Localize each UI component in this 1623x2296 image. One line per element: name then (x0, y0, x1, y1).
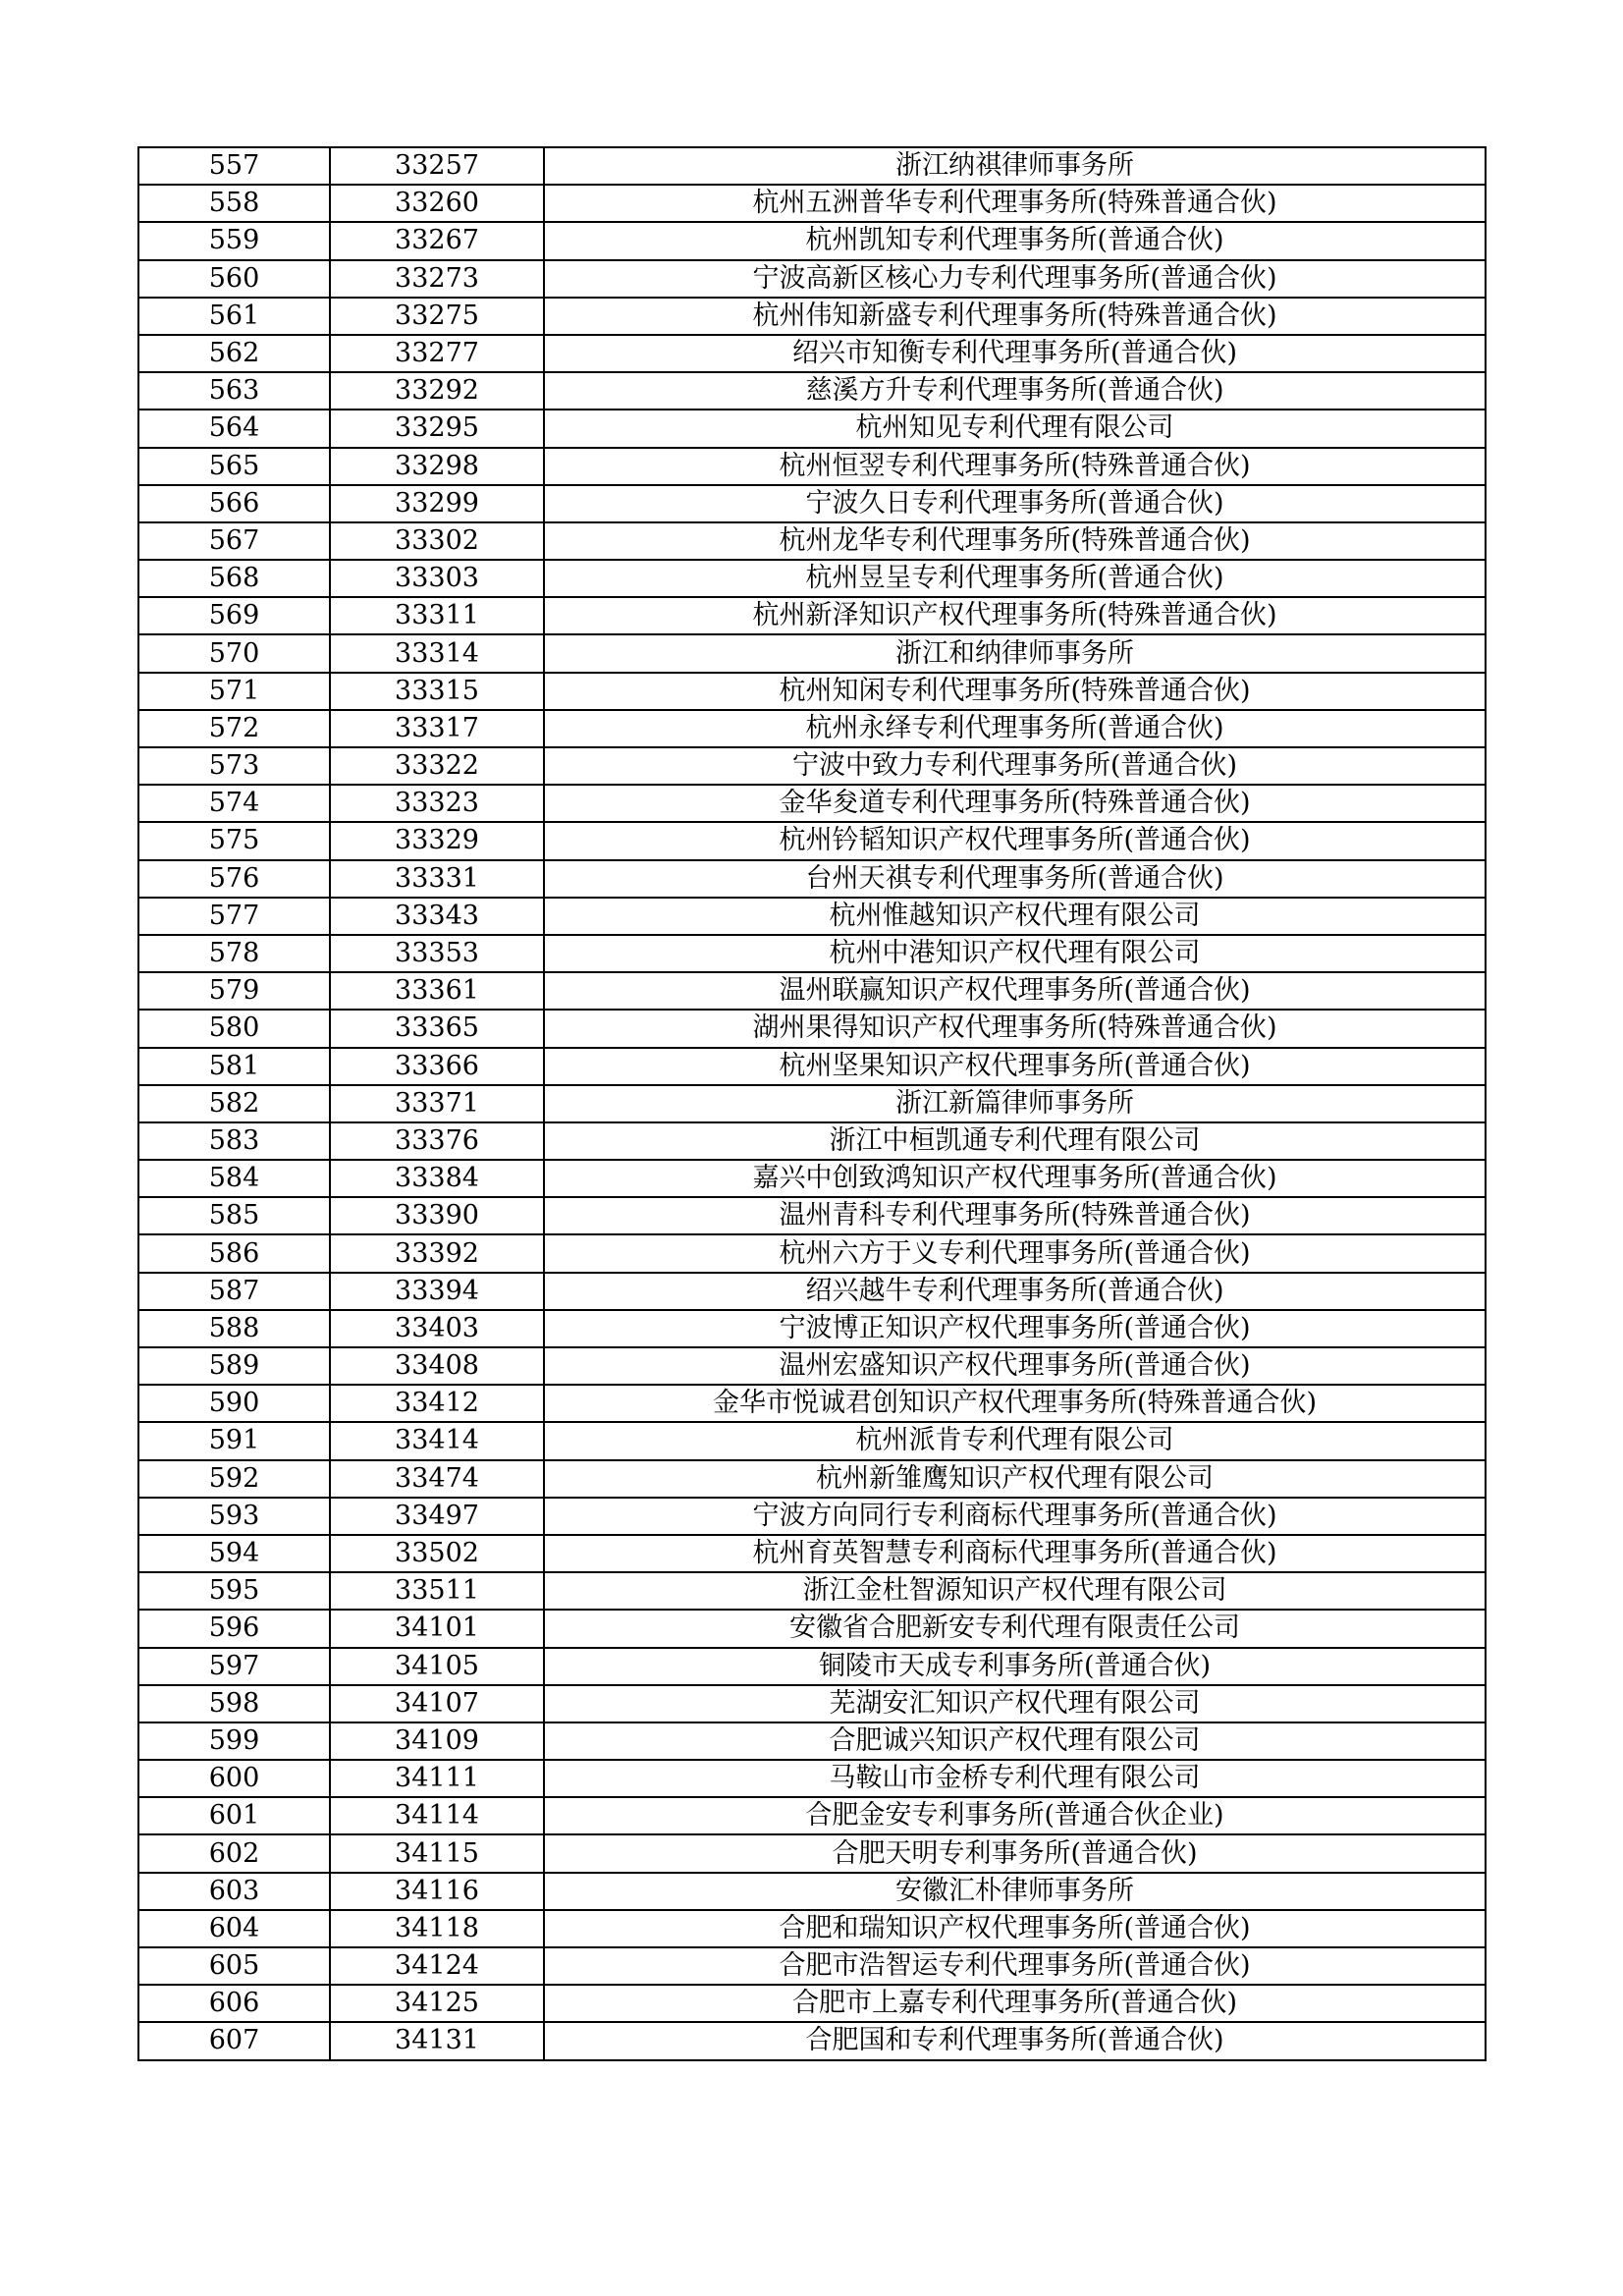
agency-name-cell: 合肥市上嘉专利代理事务所(普通合伙) (544, 1985, 1486, 2022)
seq-cell: 584 (138, 1160, 330, 1197)
code-cell: 33260 (330, 185, 544, 222)
seq-cell: 575 (138, 822, 330, 859)
code-cell: 33311 (330, 597, 544, 634)
seq-cell: 566 (138, 485, 330, 522)
seq-cell: 557 (138, 147, 330, 185)
code-cell: 33298 (330, 448, 544, 485)
agency-table (137, 146, 1487, 2061)
table-row (138, 1234, 1486, 1272)
code-cell: 34124 (330, 1947, 544, 1985)
seq-cell: 598 (138, 1685, 330, 1722)
code-cell: 34118 (330, 1910, 544, 1947)
seq-cell: 590 (138, 1385, 330, 1422)
table-row (138, 335, 1486, 372)
table-row (138, 1834, 1486, 1872)
agency-name-cell: 浙江新篇律师事务所 (544, 1085, 1486, 1122)
code-cell: 34125 (330, 1985, 544, 2022)
seq-cell: 594 (138, 1535, 330, 1572)
agency-name-cell: 杭州新泽知识产权代理事务所(特殊普通合伙) (544, 597, 1486, 634)
code-cell: 33331 (330, 860, 544, 898)
seq-cell: 604 (138, 1910, 330, 1947)
code-cell: 33322 (330, 747, 544, 785)
seq-cell: 587 (138, 1273, 330, 1310)
table-row (138, 522, 1486, 560)
seq-cell: 597 (138, 1648, 330, 1685)
agency-name-cell: 杭州昱呈专利代理事务所(普通合伙) (544, 560, 1486, 597)
seq-cell: 576 (138, 860, 330, 898)
code-cell: 33302 (330, 522, 544, 560)
code-cell: 34111 (330, 1760, 544, 1797)
code-cell: 33267 (330, 222, 544, 259)
seq-cell: 567 (138, 522, 330, 560)
agency-name-cell: 杭州坚果知识产权代理事务所(普通合伙) (544, 1048, 1486, 1085)
code-cell: 34101 (330, 1610, 544, 1647)
seq-cell: 559 (138, 222, 330, 259)
seq-cell: 592 (138, 1460, 330, 1498)
seq-cell: 602 (138, 1834, 330, 1872)
table-row (138, 860, 1486, 898)
table-row (138, 1648, 1486, 1685)
seq-cell: 561 (138, 298, 330, 335)
table-row (138, 1498, 1486, 1535)
table-row (138, 1685, 1486, 1722)
agency-name-cell: 合肥和瑞知识产权代理事务所(普通合伙) (544, 1910, 1486, 1947)
agency-name-cell: 杭州中港知识产权代理有限公司 (544, 935, 1486, 972)
code-cell: 33277 (330, 335, 544, 372)
seq-cell: 591 (138, 1422, 330, 1459)
table-row (138, 372, 1486, 410)
code-cell: 33275 (330, 298, 544, 335)
agency-name-cell: 安徽汇朴律师事务所 (544, 1873, 1486, 1910)
table-row (138, 1085, 1486, 1122)
seq-cell: 601 (138, 1797, 330, 1834)
agency-name-cell: 杭州永绎专利代理事务所(普通合伙) (544, 710, 1486, 747)
agency-name-cell: 安徽省合肥新安专利代理有限责任公司 (544, 1610, 1486, 1647)
table-row (138, 485, 1486, 522)
table-row (138, 1610, 1486, 1647)
code-cell: 33361 (330, 972, 544, 1010)
agency-name-cell: 慈溪方升专利代理事务所(普通合伙) (544, 372, 1486, 410)
agency-name-cell: 杭州新雏鹰知识产权代理有限公司 (544, 1460, 1486, 1498)
agency-name-cell: 芜湖安汇知识产权代理有限公司 (544, 1685, 1486, 1722)
agency-name-cell: 合肥市浩智运专利代理事务所(普通合伙) (544, 1947, 1486, 1985)
table-body (138, 147, 1486, 2060)
table-row (138, 898, 1486, 935)
table-row (138, 1985, 1486, 2022)
seq-cell: 574 (138, 785, 330, 822)
code-cell: 33317 (330, 710, 544, 747)
seq-cell: 581 (138, 1048, 330, 1085)
seq-cell: 600 (138, 1760, 330, 1797)
code-cell: 33299 (330, 485, 544, 522)
agency-name-cell: 合肥天明专利事务所(普通合伙) (544, 1834, 1486, 1872)
code-cell: 33502 (330, 1535, 544, 1572)
code-cell: 33474 (330, 1460, 544, 1498)
code-cell: 34116 (330, 1873, 544, 1910)
seq-cell: 585 (138, 1197, 330, 1234)
code-cell: 33323 (330, 785, 544, 822)
seq-cell: 565 (138, 448, 330, 485)
agency-name-cell: 合肥国和专利代理事务所(普通合伙) (544, 2022, 1486, 2059)
table-row (138, 1010, 1486, 1047)
code-cell: 33295 (330, 410, 544, 447)
seq-cell: 596 (138, 1610, 330, 1647)
code-cell: 33394 (330, 1273, 544, 1310)
seq-cell: 562 (138, 335, 330, 372)
table-row (138, 935, 1486, 972)
table-row (138, 1722, 1486, 1760)
table-row (138, 222, 1486, 259)
seq-cell: 579 (138, 972, 330, 1010)
code-cell: 33408 (330, 1347, 544, 1385)
agency-name-cell: 温州宏盛知识产权代理事务所(普通合伙) (544, 1347, 1486, 1385)
table-row (138, 597, 1486, 634)
code-cell: 33371 (330, 1085, 544, 1122)
code-cell: 33390 (330, 1197, 544, 1234)
agency-name-cell: 杭州恒翌专利代理事务所(特殊普通合伙) (544, 448, 1486, 485)
agency-name-cell: 浙江中桓凯通专利代理有限公司 (544, 1122, 1486, 1160)
code-cell: 33384 (330, 1160, 544, 1197)
table-row (138, 785, 1486, 822)
seq-cell: 564 (138, 410, 330, 447)
agency-name-cell: 宁波方向同行专利商标代理事务所(普通合伙) (544, 1498, 1486, 1535)
table-row (138, 185, 1486, 222)
agency-name-cell: 杭州凯知专利代理事务所(普通合伙) (544, 222, 1486, 259)
table-row (138, 2022, 1486, 2059)
table-row (138, 747, 1486, 785)
code-cell: 34107 (330, 1685, 544, 1722)
table-row (138, 298, 1486, 335)
table-row (138, 560, 1486, 597)
table-row (138, 1572, 1486, 1610)
table-row (138, 1535, 1486, 1572)
code-cell: 34109 (330, 1722, 544, 1760)
code-cell: 33329 (330, 822, 544, 859)
agency-name-cell: 温州联赢知识产权代理事务所(普通合伙) (544, 972, 1486, 1010)
table-row (138, 1422, 1486, 1459)
agency-name-cell: 湖州果得知识产权代理事务所(特殊普通合伙) (544, 1010, 1486, 1047)
code-cell: 33511 (330, 1572, 544, 1610)
code-cell: 34131 (330, 2022, 544, 2059)
agency-name-cell: 合肥金安专利事务所(普通合伙企业) (544, 1797, 1486, 1834)
table-row (138, 1910, 1486, 1947)
code-cell: 33257 (330, 147, 544, 185)
agency-name-cell: 金华市悦诚君创知识产权代理事务所(特殊普通合伙) (544, 1385, 1486, 1422)
agency-name-cell: 台州天祺专利代理事务所(普通合伙) (544, 860, 1486, 898)
code-cell: 34114 (330, 1797, 544, 1834)
seq-cell: 599 (138, 1722, 330, 1760)
table-row (138, 1048, 1486, 1085)
seq-cell: 571 (138, 673, 330, 710)
table-row (138, 410, 1486, 447)
agency-name-cell: 温州青科专利代理事务所(特殊普通合伙) (544, 1197, 1486, 1234)
seq-cell: 558 (138, 185, 330, 222)
table-row (138, 1873, 1486, 1910)
table-row (138, 822, 1486, 859)
code-cell: 33365 (330, 1010, 544, 1047)
seq-cell: 563 (138, 372, 330, 410)
agency-name-cell: 浙江和纳律师事务所 (544, 634, 1486, 672)
table-row (138, 147, 1486, 185)
table-row (138, 1347, 1486, 1385)
agency-name-cell: 金华夋道专利代理事务所(特殊普通合伙) (544, 785, 1486, 822)
code-cell: 33392 (330, 1234, 544, 1272)
seq-cell: 603 (138, 1873, 330, 1910)
seq-cell: 577 (138, 898, 330, 935)
agency-name-cell: 绍兴越牛专利代理事务所(普通合伙) (544, 1273, 1486, 1310)
table-row (138, 1385, 1486, 1422)
table-row (138, 448, 1486, 485)
agency-name-cell: 杭州惟越知识产权代理有限公司 (544, 898, 1486, 935)
agency-name-cell: 杭州育英智慧专利商标代理事务所(普通合伙) (544, 1535, 1486, 1572)
agency-name-cell: 宁波高新区核心力专利代理事务所(普通合伙) (544, 260, 1486, 298)
agency-name-cell: 杭州龙华专利代理事务所(特殊普通合伙) (544, 522, 1486, 560)
seq-cell: 586 (138, 1234, 330, 1272)
agency-name-cell: 杭州六方于义专利代理事务所(普通合伙) (544, 1234, 1486, 1272)
agency-name-cell: 铜陵市天成专利事务所(普通合伙) (544, 1648, 1486, 1685)
table-row (138, 1197, 1486, 1234)
code-cell: 34105 (330, 1648, 544, 1685)
seq-cell: 578 (138, 935, 330, 972)
seq-cell: 560 (138, 260, 330, 298)
agency-name-cell: 宁波博正知识产权代理事务所(普通合伙) (544, 1310, 1486, 1347)
agency-name-cell: 宁波中致力专利代理事务所(普通合伙) (544, 747, 1486, 785)
code-cell: 33414 (330, 1422, 544, 1459)
table-row (138, 673, 1486, 710)
agency-name-cell: 杭州钤韬知识产权代理事务所(普通合伙) (544, 822, 1486, 859)
code-cell: 33412 (330, 1385, 544, 1422)
code-cell: 33403 (330, 1310, 544, 1347)
code-cell: 33314 (330, 634, 544, 672)
code-cell: 33292 (330, 372, 544, 410)
table-row (138, 1160, 1486, 1197)
seq-cell: 583 (138, 1122, 330, 1160)
code-cell: 33273 (330, 260, 544, 298)
agency-name-cell: 绍兴市知衡专利代理事务所(普通合伙) (544, 335, 1486, 372)
table-row (138, 972, 1486, 1010)
table-row (138, 1760, 1486, 1797)
seq-cell: 582 (138, 1085, 330, 1122)
table-row (138, 1797, 1486, 1834)
seq-cell: 607 (138, 2022, 330, 2059)
code-cell: 33366 (330, 1048, 544, 1085)
table-row (138, 634, 1486, 672)
seq-cell: 569 (138, 597, 330, 634)
seq-cell: 595 (138, 1572, 330, 1610)
seq-cell: 570 (138, 634, 330, 672)
code-cell: 33497 (330, 1498, 544, 1535)
seq-cell: 568 (138, 560, 330, 597)
code-cell: 33315 (330, 673, 544, 710)
agency-name-cell: 杭州知闲专利代理事务所(特殊普通合伙) (544, 673, 1486, 710)
table-row (138, 1310, 1486, 1347)
agency-name-cell: 杭州知见专利代理有限公司 (544, 410, 1486, 447)
seq-cell: 605 (138, 1947, 330, 1985)
agency-name-cell: 马鞍山市金桥专利代理有限公司 (544, 1760, 1486, 1797)
table-row (138, 1122, 1486, 1160)
seq-cell: 589 (138, 1347, 330, 1385)
agency-name-cell: 宁波久日专利代理事务所(普通合伙) (544, 485, 1486, 522)
code-cell: 34115 (330, 1834, 544, 1872)
agency-name-cell: 合肥诚兴知识产权代理有限公司 (544, 1722, 1486, 1760)
seq-cell: 573 (138, 747, 330, 785)
table-row (138, 260, 1486, 298)
agency-name-cell: 杭州五洲普华专利代理事务所(特殊普通合伙) (544, 185, 1486, 222)
seq-cell: 572 (138, 710, 330, 747)
code-cell: 33353 (330, 935, 544, 972)
seq-cell: 580 (138, 1010, 330, 1047)
code-cell: 33303 (330, 560, 544, 597)
agency-name-cell: 杭州伟知新盛专利代理事务所(特殊普通合伙) (544, 298, 1486, 335)
table-row (138, 710, 1486, 747)
seq-cell: 593 (138, 1498, 330, 1535)
table-row (138, 1460, 1486, 1498)
code-cell: 33376 (330, 1122, 544, 1160)
seq-cell: 588 (138, 1310, 330, 1347)
table-row (138, 1273, 1486, 1310)
agency-name-cell: 嘉兴中创致鸿知识产权代理事务所(普通合伙) (544, 1160, 1486, 1197)
code-cell: 33343 (330, 898, 544, 935)
seq-cell: 606 (138, 1985, 330, 2022)
agency-name-cell: 杭州派肯专利代理有限公司 (544, 1422, 1486, 1459)
table-row (138, 1947, 1486, 1985)
agency-name-cell: 浙江金杜智源知识产权代理有限公司 (544, 1572, 1486, 1610)
agency-name-cell: 浙江纳祺律师事务所 (544, 147, 1486, 185)
